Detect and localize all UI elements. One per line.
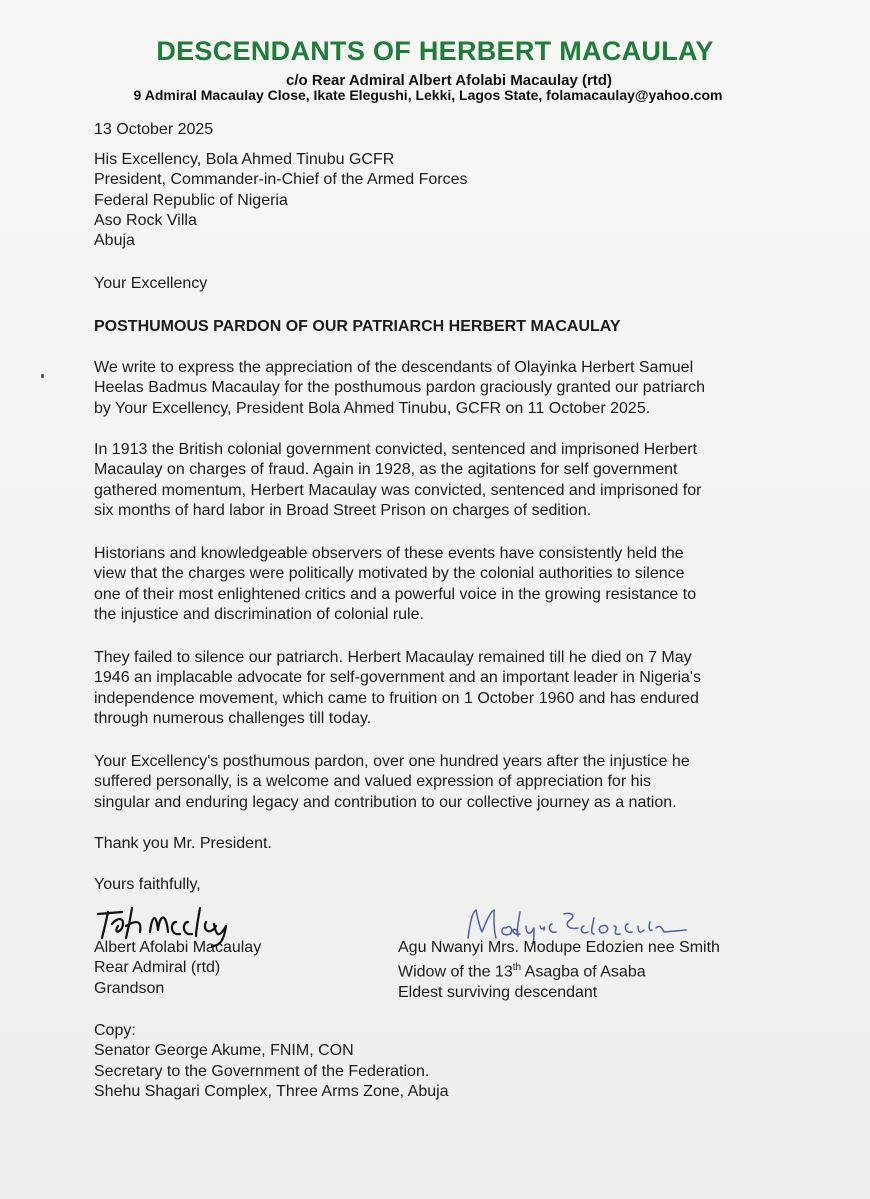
paragraph-line: Macaulay on charges of fraud. Again in 1928, as the agitations for self government xyxy=(94,461,678,479)
recipient-address xyxy=(94,150,467,251)
paper-speck xyxy=(41,374,44,378)
paragraph-line: Historians and knowledgeable observers of these events have consistently held the xyxy=(94,545,684,562)
letter-date xyxy=(94,120,213,140)
letterhead-org-name: DESCENDANTS OF HERBERT MACAULAY xyxy=(156,36,714,66)
paragraph-5 xyxy=(94,752,690,813)
paragraph-line: by Your Excellency, President Bola Ahmed Tinubu, GCFR on 11 October 2025. xyxy=(94,399,651,417)
subject-text: POSTHUMOUS PARDON OF OUR PATRIARCH HERBERT MACAULAY xyxy=(94,318,621,335)
right-signatory-relation: Eldest surviving descendant xyxy=(398,983,598,1001)
paragraph-line: We write to express the appreciation of the descendants of Olayinka Herbert Samuel xyxy=(94,359,694,376)
paragraph-4 xyxy=(94,648,701,729)
date-text: 13 October 2025 xyxy=(94,121,214,138)
thanks-line xyxy=(94,834,272,854)
salutation xyxy=(94,274,207,294)
copy-section xyxy=(94,1021,449,1102)
thanks-text: Thank you Mr. President. xyxy=(94,835,272,852)
left-signatory-name: Albert Afolabi Macaulay xyxy=(94,939,262,956)
paragraph-line: six months of hard labor in Broad Street Prison on charges of sedition. xyxy=(94,501,592,519)
paragraph-line: They failed to silence our patriarch. Herbert Macaulay remained till he died on 7 May xyxy=(94,649,692,666)
title-ordinal-suffix: th xyxy=(512,962,522,974)
paragraph-line: 1946 an implacable advocate for self-government and an important leader in Nigeria's xyxy=(94,669,701,687)
paragraph-line: suffered personally, is a welcome and valued expression of appreciation for his xyxy=(94,773,652,791)
closing-line xyxy=(94,875,201,895)
paragraph-line: singular and enduring legacy and contribution to our collective journey as a nation. xyxy=(94,793,677,811)
copy-line: Senator George Akume, FNIM, CON xyxy=(94,1042,354,1060)
paragraph-line: Your Excellency's posthumous pardon, over one hundred years after the injustice he xyxy=(94,753,690,770)
salutation-text: Your Excellency xyxy=(94,275,208,292)
letterhead-address: 9 Admiral Macaulay Close, Ikate Elegushi, Lekki, Lagos State, folamacaulay@yahoo.com xyxy=(133,87,723,103)
paragraph-line: the injustice and discrimination of colonial rule. xyxy=(94,605,424,623)
letterhead-care-of: c/o Rear Admiral Albert Afolabi Macaulay (rtd) xyxy=(286,72,612,89)
paragraph-line: gathered momentum, Herbert Macaulay was convicted, sentenced and imprisoned for xyxy=(94,481,702,499)
title-prefix: Widow of the 13 xyxy=(398,963,513,981)
right-signatory-name: Agu Nwanyi Mrs. Modupe Edozien nee Smith xyxy=(398,939,720,956)
copy-line: Secretary to the Government of the Federation. xyxy=(94,1062,430,1080)
right-signatory-title xyxy=(398,958,720,983)
paragraph-line: In 1913 the British colonial government convicted, sentenced and imprisoned Herbert xyxy=(94,441,698,458)
subject-line xyxy=(94,317,621,337)
paragraph-line: one of their most enlightened critics and a powerful voice in the growing resistance to xyxy=(94,585,697,603)
recipient-line: President, Commander-in-Chief of the Armed Forces xyxy=(94,171,468,189)
title-suffix: Asagba of Asaba xyxy=(521,963,646,981)
copy-label: Copy: xyxy=(94,1022,136,1039)
paragraph-line: Heelas Badmus Macaulay for the posthumous pardon graciously granted our patriarch xyxy=(94,379,705,397)
paragraph-1 xyxy=(94,358,705,419)
copy-line: Shehu Shagari Complex, Three Arms Zone, Abuja xyxy=(94,1082,449,1100)
recipient-line: His Excellency, Bola Ahmed Tinubu GCFR xyxy=(94,151,395,168)
right-signatory xyxy=(398,938,720,1003)
paragraph-2 xyxy=(94,440,701,521)
paragraph-line: through numerous challenges till today. xyxy=(94,709,372,727)
closing-text: Yours faithfully, xyxy=(94,876,201,893)
left-signatory-relation: Grandson xyxy=(94,979,165,997)
paragraph-line: independence movement, which came to fruition on 1 October 1960 and has endured xyxy=(94,689,699,707)
recipient-line: Aso Rock Villa xyxy=(94,211,197,229)
recipient-line: Federal Republic of Nigeria xyxy=(94,191,288,209)
left-signatory xyxy=(94,938,261,999)
recipient-line: Abuja xyxy=(94,232,135,250)
paragraph-line: view that the charges were politically motivated by the colonial authorities to silence xyxy=(94,565,685,583)
paragraph-3 xyxy=(94,544,696,625)
left-signatory-title: Rear Admiral (rtd) xyxy=(94,959,221,977)
